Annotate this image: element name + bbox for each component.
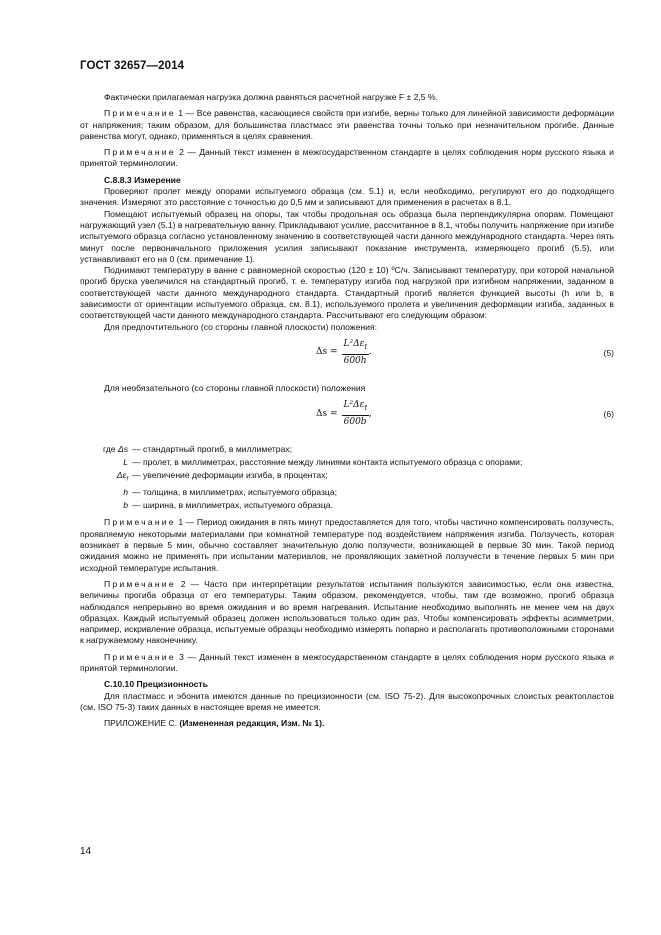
paragraph-precision: Для пластмасс и эбонита имеются данные по прецизионности (см. ISO 75-2). Для высокопрочных слоистых реактопластов (см. ISO 75-3) таких данных в настоящее время не имеется. [80,690,614,712]
note-label: Примечание [104,651,176,662]
formula-tail: , [368,408,372,419]
definition-symbol: L [123,457,128,468]
note-4 [80,579,614,647]
definition-text: — увеличение деформации изгиба, в процентах; [132,469,328,480]
definition-item [80,457,614,468]
note-text: 2 — Данный текст изменен в межгосударственном стандарте в целях соблюдения норм русского языка и принятой терминологии. [80,147,614,169]
page-number: 14 [80,846,92,857]
definition-item [80,487,614,498]
definition-text: — пролет, в миллиметрах, расстояние между линиями контакта испытуемого образца с опорами; [132,457,523,468]
formula-lhs: Δs = [316,408,338,419]
definition-text: — стандартный прогиб, в миллиметрах; [132,444,292,455]
section-heading-c883: С.8.8.3 Измерение [104,174,181,185]
definitions-list [80,444,614,511]
definition-symbol: Δε [116,469,127,480]
formula-6 [80,398,614,438]
definition-item [80,500,614,511]
document-header: ГОСТ 32657—2014 [80,60,185,72]
equation-number: (5) [603,347,614,358]
definition-text: — ширина, в миллиметрах, испытуемого образца. [132,500,333,511]
formula-expression [316,339,372,367]
note-label: Примечание [104,147,176,158]
paragraph-appendix-note: ПРИЛОЖЕНИЕ С. (Измененная редакция, Изм. № 1). [104,718,325,729]
paragraph-place-specimen: Помещают испытуемый образец на опоры, так чтобы продольная ось образца была перпендикулярна опорам. Помещают нагружающий узел (5.1) в нагревательную ванну. Прикладывают усилие, рассчитанное в 8.1, чтобы получить напряжение при изгибе испытуемого образца согласно установленному значению в соответствующей части данного международного стандарта. Через пять минут после первоначального приложения усилия записывают показание инструмента, измеряющего прогиб (5.5), или устанавливают его на 0 (см. примечание 1). [80,208,614,264]
definition-symbol: Δs [117,444,128,455]
note-5 [80,652,614,675]
paragraph-optional-position: Для необязательного (со стороны главной плоскости) положения [104,382,366,393]
paragraph-span: Проверяют пролет между опорами испытуемого образца (см. 5.1) и, если необходимо, регулируют его до подходящего значения. Измеряют это расстояние с точностью до 0,5 мм и записывают для применения в расчетах в 8.1. [80,186,614,208]
note-text: 1 — Все равенства, касающиеся свойств при изгибе, верны только для линейной зависимости деформации от напряжения; таким образом, для большинства пластмасс эти равенства точны только при незначительном прогибе. Данные равенства могут, однако, применяться в целях сравнения. [80,108,614,141]
note-text: 2 — Часто при интерпретации результатов испытания пользуются зависимостью, если она известна, величины прогиба образца от его температуры. Таким образом, рекомендуется, чтобы, там где возможно, прогиб образца наблюдался непрерывно во время ожидания и во время нагревания. Испытание необходимо выполнять не менее чем на двух образцах. Каждый испытуемый образец должен использоваться только один раз. Чтобы компенсировать эффекты асимметрии, например, искривление образца, испытуемые образцы необходимо измерять попарно и располагать противоположными сторонами к нагружаемому наконечнику. [80,578,614,646]
note-text: 1 — Период ожидания в пять минут предоставляется для того, чтобы частично компенсировать ползучесть, проявляемую некоторыми материалами при комнатной температуре под воздействием напряжения изгиба. Ползучесть, которая возникает в первые 5 мин, обычно составляет значительную долю ползучести, возникающей в первые 30 мин. Такой период ожидания можно не применять при испытании материалов, не проявляющих заметной ползучести в течение первых 5 мин при исходной температуре испытания. [80,517,614,573]
note-label: Примечание [104,517,176,528]
formula-numerator: $L^2\Delta\varepsilon_f$ [342,400,369,416]
definition-item: $\Delta\varepsilon_f$ — увеличение деформации изгиба, в процентах; [80,470,614,486]
equation-number: (6) [603,409,614,420]
note-label: Примечание [104,578,176,589]
definition-item: где Δs — стандартный прогиб, в миллиметрах; [80,444,614,455]
note-2 [80,147,614,170]
formula-denominator: 600h [343,356,367,367]
formula-expression [316,400,372,428]
definition-symbol: h [123,487,128,498]
document-body [80,92,614,734]
formula-numerator: $L^2\Delta\varepsilon_f$ [342,339,369,355]
definition-symbol: b [123,500,128,511]
formula-tail: . [368,347,372,358]
paragraph-temperature: Поднимают температуру в ванне с равномерной скоростью (120 ± 10) ºС/ч. Записывают температуру, при которой начальной прогиб бруска увеличился на стандартный прогиб, т. е. температуру изгиба под нагрузкой при изгибном напряжении, заданном в соответствующей части данного международного стандарта. Стандартный прогиб является функцией высоты (h или b, в зависимости от ориентации испытуемого образца, см. 8.1), используемого пролета и увеличения деформации изгиба, заданных в соответствующей части данного международного стандарта. Рассчитывают его следующим образом: [80,265,614,321]
note-label: Примечание [104,108,176,119]
formula-5 [80,337,614,377]
section-heading-c1010: С.10.10 Прецизионность [104,679,208,690]
note-text: 3 — Данный текст изменен в межгосударственном стандарте в целях соблюдения норм русского языка и принятой терминологии. [80,651,614,673]
note-3 [80,517,614,573]
note-1 [80,108,614,142]
paragraph-load: Фактически прилагаемая нагрузка должна равняться расчетной нагрузке F ± 2,5 %. [104,92,439,102]
formula-fraction [342,400,369,428]
definition-text: — толщина, в миллиметрах, испытуемого образца; [132,487,337,498]
paragraph-preferred-position: Для предпочтительного (со стороны главной плоскости) положения: [104,321,377,332]
formula-denominator: 600b [343,417,367,428]
formula-lhs: Δs = [316,347,338,358]
formula-fraction [342,339,369,367]
